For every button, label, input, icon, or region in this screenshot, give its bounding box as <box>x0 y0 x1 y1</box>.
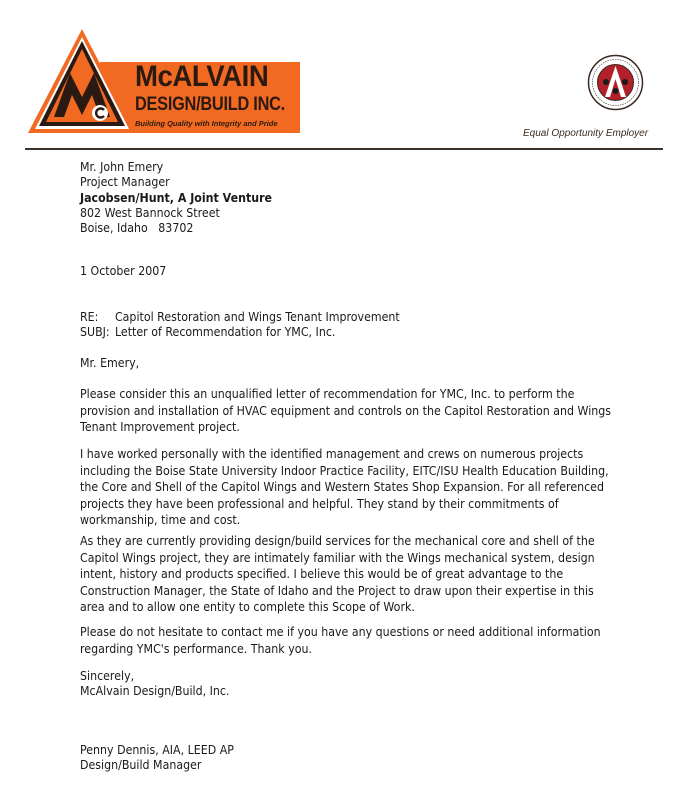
paragraph-line: area and to allow one entity to complete this Scope of Work. <box>80 600 415 614</box>
equal-opportunity-employer: Equal Opportunity Employer <box>523 128 649 139</box>
re-text: Capitol Restoration and Wings Tenant Improvement <box>114 310 400 324</box>
paragraph-line: intent, history and products specified. I believe this would be of great advantage to the <box>80 567 564 581</box>
company-name: McALVAIN <box>135 60 269 93</box>
company-logo <box>20 25 310 140</box>
paragraph-line: including the Boise State University Indoor Practice Facility, EITC/ISU Health Education Building, <box>80 463 609 478</box>
company-subtitle: DESIGN/BUILD INC. <box>135 94 285 115</box>
paragraph-line: regarding YMC's performance. Thank you. <box>80 641 312 656</box>
paragraph-line: Please do not hesitate to contact me if you have any questions or need additional information <box>80 625 601 639</box>
re-line <box>80 310 400 325</box>
subj-line <box>80 325 335 340</box>
paragraph-line: the Core and Shell of the Capitol Wings and Western States Shop Expansion. For all referenced <box>80 480 604 494</box>
recipient-street: 802 West Bannock Street <box>80 206 220 220</box>
paragraph-line: Tenant Improvement project. <box>80 420 240 434</box>
company-tagline: Building Quality with Integrity and Pride <box>135 119 278 128</box>
body-paragraph <box>80 386 632 436</box>
paragraph-line: As they are currently providing design/build services for the mechanical core and shell of the <box>80 534 595 548</box>
paragraph-line: Capitol Wings project, they are intimately familiar with the Wings mechanical system, design <box>80 550 595 565</box>
signer-name: Penny Dennis, AIA, LEED AP <box>80 743 234 757</box>
paragraph-line: projects they have been professional and helpful. They stand by their commitments of <box>80 496 559 511</box>
body-paragraph <box>80 533 632 616</box>
paragraph-line: Please consider this an unqualified letter of recommendation for YMC, Inc. to perform the <box>80 387 575 401</box>
recipient-title: Project Manager <box>80 175 170 189</box>
subj-text: Letter of Recommendation for YMC, Inc. <box>114 325 336 339</box>
paragraph-line: I have worked personally with the identified management and crews on numerous projects <box>80 447 584 461</box>
recipient-city: Boise, Idaho 83702 <box>80 221 194 235</box>
salutation: Mr. Emery, <box>80 356 140 370</box>
header-divider <box>25 148 663 150</box>
logo-triangle-icon <box>20 25 150 140</box>
body-paragraph <box>80 446 632 529</box>
re-label: RE: <box>80 310 99 324</box>
recipient-name: Mr. John Emery <box>80 160 164 174</box>
valediction: Sincerely, <box>80 669 135 683</box>
subj-label: SUBJ: <box>80 325 110 339</box>
recipient-company: Jacobsen/Hunt, A Joint Venture <box>80 191 273 205</box>
agc-seal-icon <box>587 54 644 111</box>
body-paragraph <box>80 624 632 657</box>
letter-date: 1 October 2007 <box>80 264 167 278</box>
paragraph-line: Construction Manager, the State of Idaho and the Project to draw upon their expertise in this <box>80 583 594 598</box>
paragraph-line: provision and installation of HVAC equipment and controls on the Capitol Restoration and Wings <box>80 403 612 418</box>
signer-title: Design/Build Manager <box>80 758 202 772</box>
paragraph-line: workmanship, time and cost. <box>80 513 241 527</box>
closing-company: McAlvain Design/Build, Inc. <box>80 684 230 698</box>
